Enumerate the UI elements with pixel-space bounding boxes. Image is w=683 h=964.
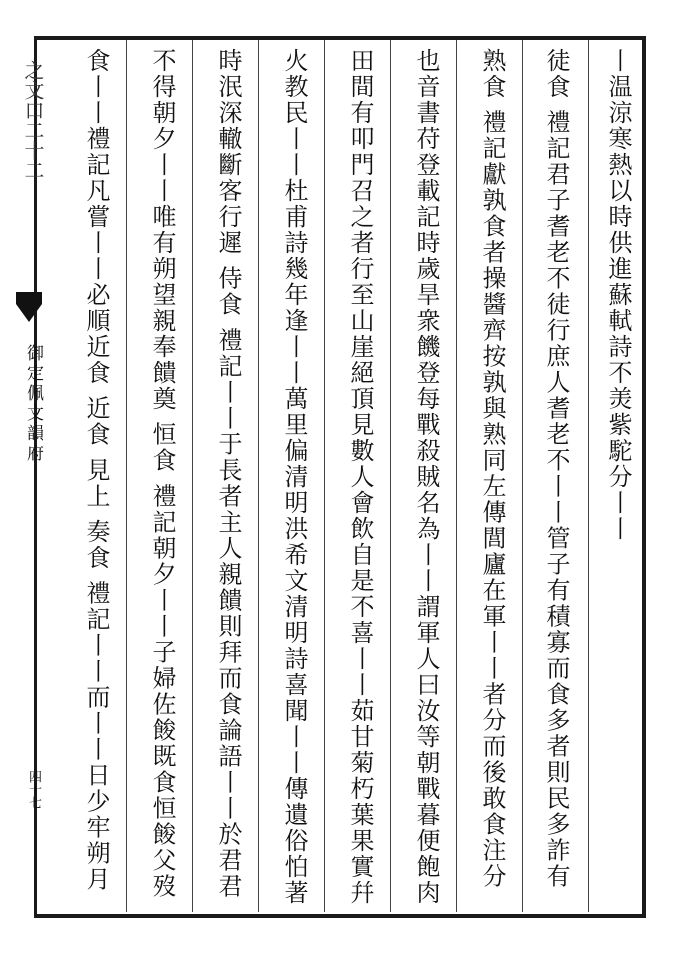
column-rule	[456, 40, 457, 912]
column-rule	[258, 40, 259, 912]
text-column-8: 不得朝夕丨丨唯有朔望親奉饋奠 恒食 禮記朝夕丨丨子婦佐餕既食恒餕父歿	[148, 48, 176, 900]
text-column-9: 食丨丨禮記凡嘗丨丨必順近食 近食 見上 奏食 禮記丨丨而丨丨日少牢朔月	[82, 48, 110, 893]
column-rule	[588, 40, 589, 912]
text-column-7: 時泯深轍斷客行遲 侍食 禮記丨丨于長者主人親饋則拜而食論語丨丨於君君	[214, 48, 242, 900]
text-column-6: 火教民丨丨杜甫詩幾年逢丨丨萬里偏清明洪希文清明詩喜聞丨丨傳遺俗怕著	[280, 48, 308, 906]
column-rule	[324, 40, 325, 912]
text-column-2: 徒食 禮記君子耆老不徒行庶人耆老不丨丨管子有積寡而食多者則民多詐有	[542, 48, 570, 890]
text-column-3: 熟食 禮記獻孰食者操醬齊按孰與熟同左傳閭廬在軍丨丨者分而後敢食注分	[478, 48, 506, 890]
margin-book-title: 御定佩文韻府	[23, 344, 43, 464]
column-rule	[126, 40, 127, 912]
fish-tail-mark-icon	[14, 290, 44, 324]
text-column-4: 也音書苻登載記時歲旱衆饑登每戰殺賊名為丨丨謂軍人曰汝等朝戰暮便飽肉	[412, 48, 440, 906]
margin-page-number: 四十七	[26, 770, 41, 809]
margin-strip	[6, 60, 62, 900]
column-rule	[390, 40, 391, 912]
column-rule	[192, 40, 193, 912]
text-column-5: 田間有叩門召之者行至山崖絕頂見數人會飲自是不喜丨丨茹甘菊朽葉果實幷	[346, 48, 374, 906]
margin-book-fragment: 之文口二十二	[21, 60, 45, 180]
text-column-1: 丨温涼寒熱以時供進蘇軾詩不羙紫駝分丨丨	[604, 48, 632, 542]
column-rule	[522, 40, 523, 912]
